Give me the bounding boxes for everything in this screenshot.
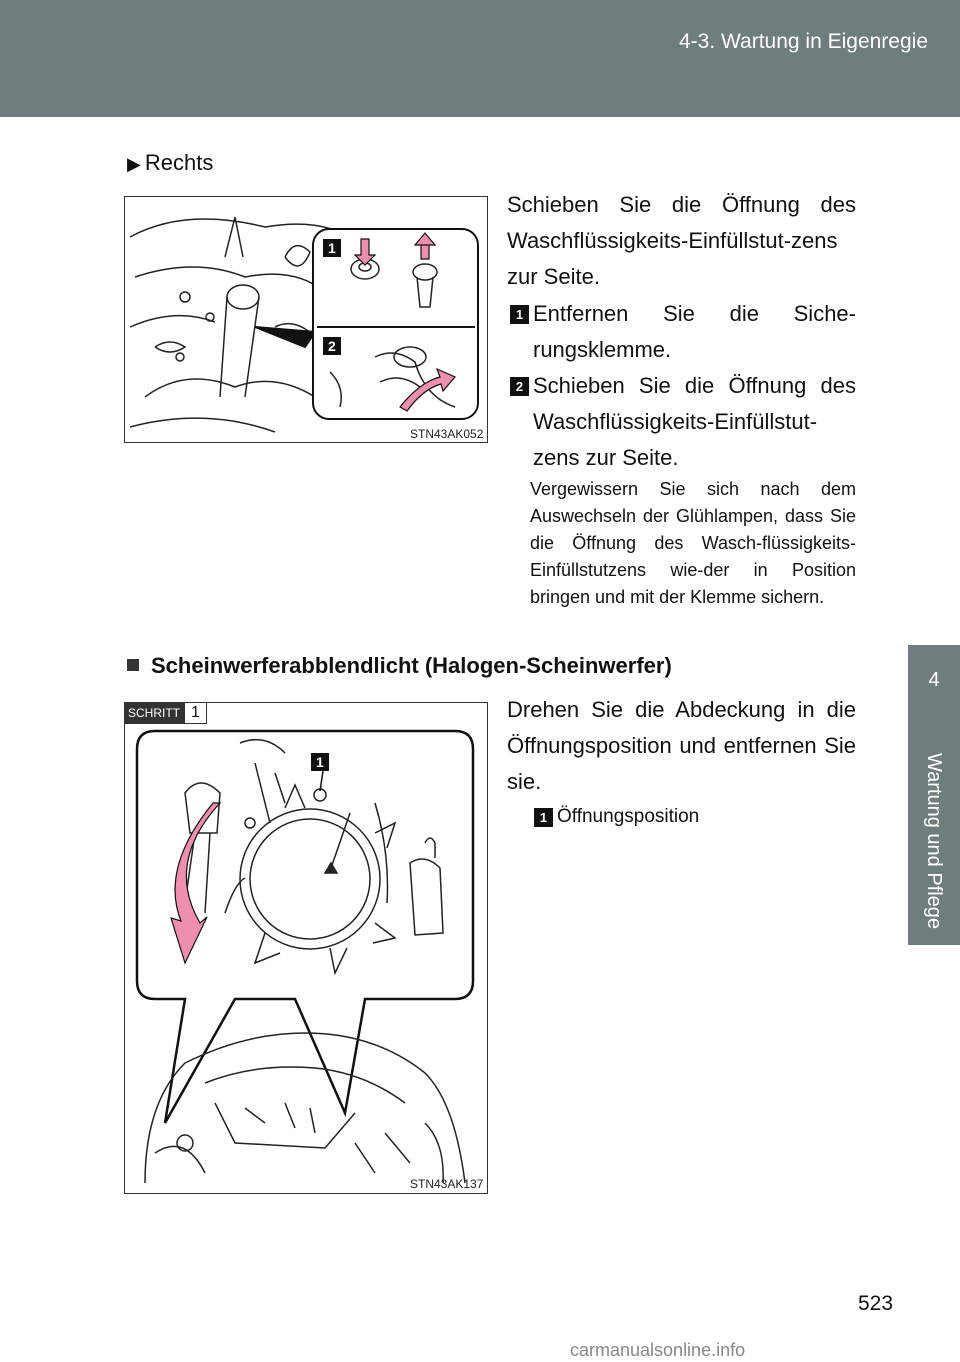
svg-text:1: 1 bbox=[328, 240, 336, 256]
figure-washer-filler bbox=[124, 196, 488, 443]
chapter-label: Wartung und Pflege bbox=[923, 753, 945, 930]
step-badge: 1 bbox=[510, 305, 529, 324]
section-heading-text: Scheinwerferabblendlicht (Halogen-Scheinwerfer) bbox=[151, 653, 672, 678]
subheading-right bbox=[127, 150, 213, 176]
figure-code: STN43AK052 bbox=[410, 427, 484, 441]
subheading-text: Rechts bbox=[144, 150, 214, 175]
step-label bbox=[124, 702, 207, 724]
square-bullet-icon bbox=[127, 659, 139, 671]
chapter-number: 4 bbox=[928, 669, 940, 691]
step-item bbox=[515, 296, 856, 368]
note-text: Vergewissern Sie sich nach dem Auswechseln der Glühlampen, dass Sie die Öffnung des Wasch-flüssigkeits-Einfüllstutzens wie-der in Position bringen und mit der Klemme sichern. bbox=[530, 479, 856, 607]
engine-bay-illustration bbox=[125, 197, 487, 442]
page-header bbox=[0, 0, 960, 117]
legend-badge: 1 bbox=[534, 808, 553, 827]
step-item bbox=[515, 368, 856, 476]
step-text: Entfernen Sie die Siche-rungsklemme. bbox=[533, 301, 856, 362]
step-number: 1 bbox=[184, 702, 207, 724]
watermark: carmanualsonline.info bbox=[570, 1340, 746, 1360]
svg-text:1: 1 bbox=[316, 754, 324, 770]
triangle-right-icon: ▶ bbox=[127, 154, 141, 174]
figure-code: STN43AK137 bbox=[410, 1177, 484, 1191]
figure-headlight-cover bbox=[124, 702, 488, 1194]
chapter-tab bbox=[908, 645, 960, 945]
legend-item bbox=[539, 803, 700, 831]
instruction-text: Schieben Sie die Öffnung des Waschflüssigkeits-Einfüllstut-zens zur Seite. bbox=[507, 192, 856, 289]
svg-text:2: 2 bbox=[328, 338, 336, 354]
headlight-illustration bbox=[125, 703, 487, 1193]
instruction-text: Drehen Sie die Abdeckung in die Öffnungsposition und entfernen Sie sie. bbox=[507, 697, 856, 794]
step-text: Schieben Sie die Öffnung des Waschflüssigkeits-Einfüllstut-zens zur Seite. bbox=[533, 373, 856, 470]
page-number: 523 bbox=[858, 1292, 894, 1315]
step-label-text: SCHRITT bbox=[124, 702, 184, 724]
section-heading bbox=[127, 653, 672, 679]
step-badge: 2 bbox=[510, 377, 529, 396]
legend-text: Öffnungsposition bbox=[557, 806, 700, 827]
section-title: 4-3. Wartung in Eigenregie bbox=[678, 30, 928, 53]
